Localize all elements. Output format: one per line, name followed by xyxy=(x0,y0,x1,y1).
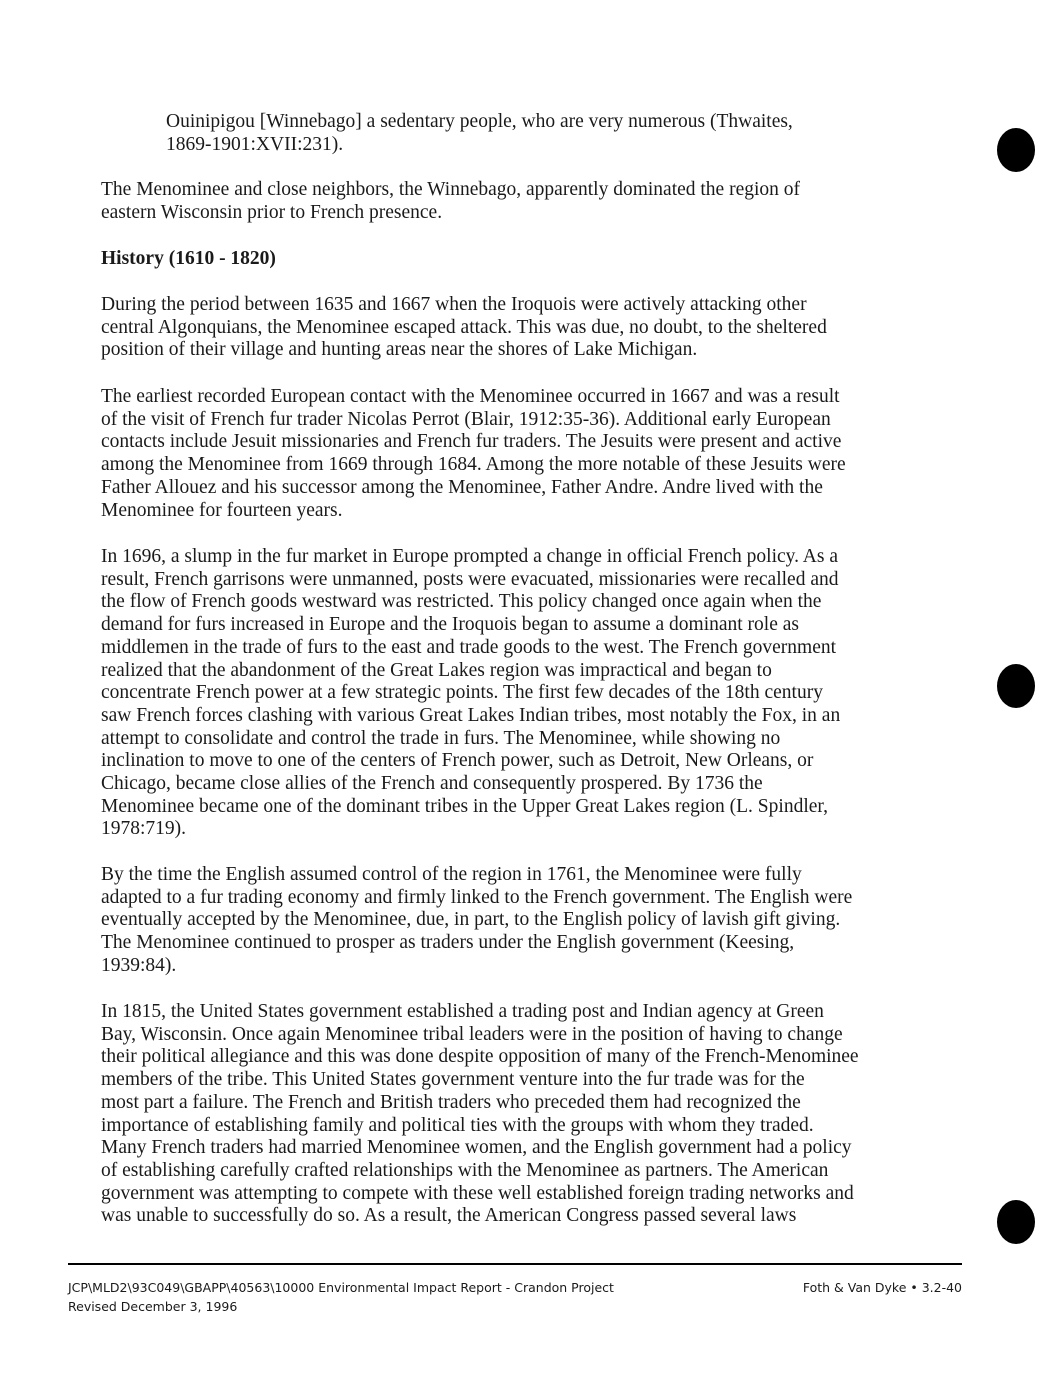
paragraph-line: importance of establishing family and political ties with the groups with whom they traded. xyxy=(101,1114,814,1136)
paragraph-european-contact xyxy=(101,386,846,522)
paragraph-line: realized that the abandonment of the Great Lakes region was impractical and began to xyxy=(101,659,772,681)
paragraph-line: central Algonquians, the Menominee escaped attack. This was due, no doubt, to the sheltered xyxy=(101,316,827,338)
paragraph-line: contacts include Jesuit missionaries and French fur traders. The Jesuits were present and active xyxy=(101,431,842,453)
paragraph-line: During the period between 1635 and 1667 when the Iroquois were actively attacking other xyxy=(101,294,807,315)
footer-revised-date: Revised December 3, 1996 xyxy=(68,1299,238,1314)
paragraph-line: among the Menominee from 1669 through 1684. Among the more notable of these Jesuits were xyxy=(101,454,846,476)
quote-line: 1869-1901:XVII:231). xyxy=(166,133,344,155)
paragraph-line: The earliest recorded European contact with the Menominee occurred in 1667 and was a result xyxy=(101,386,840,407)
paragraph-line: of the visit of French fur trader Nicolas Perrot (Blair, 1912:35-36). Additional early European xyxy=(101,408,831,430)
paragraph-french-policy xyxy=(101,546,840,841)
paragraph-line: Menominee became one of the dominant tribes in the Upper Great Lakes region (L. Spindler, xyxy=(101,795,828,817)
paragraph-line: In 1815, the United States government established a trading post and Indian agency at Green xyxy=(101,1001,824,1022)
paragraph-line: government was attempting to compete with these well established foreign trading networks and xyxy=(101,1182,854,1204)
paragraph-line: inclination to move to one of the centers of French power, such as Detroit, New Orleans, or xyxy=(101,750,814,772)
paragraph-line: Chicago, became close allies of the French and consequently prospered. By 1736 the xyxy=(101,773,763,795)
paragraph-line: Father Allouez and his successor among the Menominee, Father Andre. Andre lived with the xyxy=(101,476,823,498)
quote-line: Ouinipigou [Winnebago] a sedentary people, who are very numerous (Thwaites, xyxy=(166,111,793,132)
paragraph-line: of establishing carefully crafted relationships with the Menominee as partners. The American xyxy=(101,1159,829,1181)
paragraph-line: The Menominee and close neighbors, the Winnebago, apparently dominated the region of xyxy=(101,179,801,200)
paragraph-line: position of their village and hunting areas near the shores of Lake Michigan. xyxy=(101,339,698,361)
paragraph-line: concentrate French power at a few strategic points. The first few decades of the 18th century xyxy=(101,682,823,704)
footer-path-title: JCP\MLD2\93C049\GBAPP\40563\10000 Environmental Impact Report - Crandon Project xyxy=(68,1280,614,1295)
paragraph-line: members of the tribe. This United States government venture into the fur trade was for the xyxy=(101,1069,805,1091)
block-quote xyxy=(166,111,793,156)
paragraph-line: was unable to successfully do so. As a result, the American Congress passed several laws xyxy=(101,1205,797,1227)
paragraph-united-states xyxy=(101,1001,859,1228)
paragraph-english-control xyxy=(101,864,852,978)
paragraph-line: result, French garrisons were unmanned, posts were evacuated, missionaries were recalled and xyxy=(101,568,839,590)
footer-left xyxy=(68,1278,614,1316)
binder-hole-icon xyxy=(997,664,1035,708)
paragraph-line: eventually accepted by the Menominee, due, in part, to the English policy of lavish gift giving. xyxy=(101,909,841,931)
footer-page-number: Foth & Van Dyke • 3.2-40 xyxy=(802,1280,962,1295)
binder-hole-icon xyxy=(997,1200,1035,1244)
paragraph-line: demand for furs increased in Europe and the Iroquois began to assume a dominant role as xyxy=(101,614,799,636)
paragraph-line: their political allegiance and this was done despite opposition of many of the French-Menominee xyxy=(101,1046,859,1068)
paragraph-line: adapted to a fur trading economy and firmly linked to the French government. The English were xyxy=(101,886,853,908)
paragraph-iroquois-period xyxy=(101,294,827,362)
binder-hole-icon xyxy=(997,128,1035,172)
paragraph-line: attempt to consolidate and control the trade in furs. The Menominee, while showing no xyxy=(101,727,781,749)
paragraph-line: Bay, Wisconsin. Once again Menominee tribal leaders were in the position of having to change xyxy=(101,1023,843,1045)
paragraph-line: The Menominee continued to prosper as traders under the English government (Keesing, xyxy=(101,932,795,954)
paragraph-line: 1978:719). xyxy=(101,818,187,840)
paragraph-line: eastern Wisconsin prior to French presence. xyxy=(101,201,443,223)
footer-divider xyxy=(68,1263,962,1265)
paragraph-line: By the time the English assumed control of the region in 1761, the Menominee were fully xyxy=(101,864,802,885)
intro-paragraph xyxy=(101,179,800,224)
paragraph-line: Many French traders had married Menominee women, and the English government had a policy xyxy=(101,1137,852,1159)
paragraph-line: 1939:84). xyxy=(101,954,177,976)
paragraph-line: saw French forces clashing with various Great Lakes Indian tribes, most notably the Fox, in an xyxy=(101,704,841,726)
paragraph-line: middlemen in the trade of furs to the east and trade goods to the west. The French government xyxy=(101,636,837,658)
paragraph-line: most part a failure. The French and British traders who preceded them had recognized the xyxy=(101,1091,801,1113)
paragraph-line: In 1696, a slump in the fur market in Europe prompted a change in official French policy. As a xyxy=(101,546,839,567)
paragraph-line: Menominee for fourteen years. xyxy=(101,499,343,521)
section-heading: History (1610 - 1820) xyxy=(101,248,276,269)
paragraph-line: the flow of French goods westward was restricted. This policy changed once again when the xyxy=(101,591,822,613)
